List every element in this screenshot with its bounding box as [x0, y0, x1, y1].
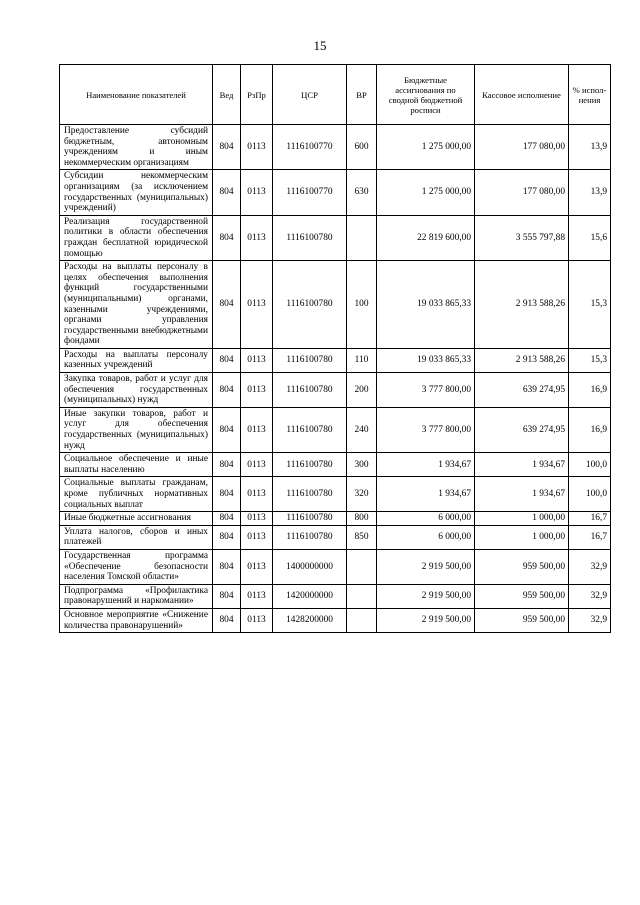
cell-name: Реализация государственной политики в области обеспечения граждан бесплатной юридической помощью [60, 215, 213, 260]
cell-vr [347, 549, 377, 584]
table-header-row [60, 65, 611, 125]
cell-percent: 15,3 [569, 261, 611, 349]
cell-csr: 1116100780 [273, 407, 347, 452]
cell-rzpr: 0113 [241, 525, 273, 549]
cell-ved: 804 [213, 584, 241, 608]
cell-percent: 13,9 [569, 125, 611, 170]
cell-percent: 16,9 [569, 407, 611, 452]
cell-csr: 1116100780 [273, 348, 347, 372]
table-row [60, 477, 611, 512]
cell-csr: 1116100770 [273, 170, 347, 215]
cell-vr [347, 584, 377, 608]
cell-rzpr: 0113 [241, 407, 273, 452]
page-number: 15 [313, 38, 327, 53]
table-row [60, 373, 611, 408]
cell-cash: 177 080,00 [475, 125, 569, 170]
cell-budget: 2 919 500,00 [377, 549, 475, 584]
cell-cash: 1 934,67 [475, 453, 569, 477]
cell-vr: 300 [347, 453, 377, 477]
cell-name: Подпрограмма «Профилактика правонарушений и наркомании» [60, 584, 213, 608]
table-row [60, 407, 611, 452]
header-csr: ЦСР [273, 65, 347, 125]
table-row [60, 170, 611, 215]
cell-vr: 240 [347, 407, 377, 452]
cell-vr: 800 [347, 512, 377, 526]
cell-rzpr: 0113 [241, 261, 273, 349]
table-row [60, 453, 611, 477]
header-name: Наименование показателей [60, 65, 213, 125]
cell-name: Уплата налогов, сборов и иных платежей [60, 525, 213, 549]
cell-name: Социальное обеспечение и иные выплаты населению [60, 453, 213, 477]
cell-cash: 2 913 588,26 [475, 348, 569, 372]
cell-budget: 22 819 600,00 [377, 215, 475, 260]
cell-rzpr: 0113 [241, 477, 273, 512]
header-rzpr: РзПр [241, 65, 273, 125]
cell-ved: 804 [213, 477, 241, 512]
table-row [60, 512, 611, 526]
cell-ved: 804 [213, 261, 241, 349]
cell-cash: 959 500,00 [475, 549, 569, 584]
header-budget: Бюджетные ассигнования по сводной бюджетной росписи [377, 65, 475, 125]
cell-ved: 804 [213, 407, 241, 452]
cell-cash: 639 274,95 [475, 407, 569, 452]
cell-percent: 15,6 [569, 215, 611, 260]
cell-cash: 2 913 588,26 [475, 261, 569, 349]
cell-vr: 320 [347, 477, 377, 512]
cell-cash: 3 555 797,88 [475, 215, 569, 260]
table-body [60, 125, 611, 633]
cell-percent: 15,3 [569, 348, 611, 372]
cell-ved: 804 [213, 608, 241, 632]
header-vr: ВР [347, 65, 377, 125]
budget-execution-table [59, 64, 611, 633]
cell-csr: 1116100780 [273, 525, 347, 549]
cell-percent: 100,0 [569, 453, 611, 477]
cell-budget: 1 934,67 [377, 477, 475, 512]
cell-percent: 32,9 [569, 608, 611, 632]
cell-vr [347, 215, 377, 260]
cell-percent: 16,7 [569, 525, 611, 549]
cell-budget: 6 000,00 [377, 525, 475, 549]
cell-budget: 1 275 000,00 [377, 125, 475, 170]
cell-name: Расходы на выплаты персоналу казенных учреждений [60, 348, 213, 372]
table-row [60, 525, 611, 549]
table-row [60, 549, 611, 584]
cell-name: Иные закупки товаров, работ и услуг для обеспечения государственных (муниципальных) нужд [60, 407, 213, 452]
cell-rzpr: 0113 [241, 348, 273, 372]
cell-ved: 804 [213, 348, 241, 372]
cell-budget: 3 777 800,00 [377, 407, 475, 452]
cell-rzpr: 0113 [241, 170, 273, 215]
cell-percent: 16,7 [569, 512, 611, 526]
cell-vr: 600 [347, 125, 377, 170]
table-row [60, 608, 611, 632]
cell-ved: 804 [213, 215, 241, 260]
cell-name: Расходы на выплаты персоналу в целях обеспечения выполнения функций государственными (муниципальными) органами, казенными учреждениями, органами управления государственными внебюджетными фондами [60, 261, 213, 349]
cell-csr: 1116100780 [273, 373, 347, 408]
cell-budget: 19 033 865,33 [377, 348, 475, 372]
cell-name: Субсидии некоммерческим организациям (за исключением государственных (муниципальных) учреждений) [60, 170, 213, 215]
cell-vr: 100 [347, 261, 377, 349]
cell-name: Закупка товаров, работ и услуг для обеспечения государственных (муниципальных) нужд [60, 373, 213, 408]
cell-ved: 804 [213, 525, 241, 549]
cell-rzpr: 0113 [241, 549, 273, 584]
cell-budget: 1 934,67 [377, 453, 475, 477]
cell-csr: 1116100780 [273, 453, 347, 477]
header-percent: % испол- нения [569, 65, 611, 125]
cell-name: Основное мероприятие «Снижение количества правонарушений» [60, 608, 213, 632]
cell-csr: 1116100780 [273, 512, 347, 526]
cell-csr: 1428200000 [273, 608, 347, 632]
cell-budget: 2 919 500,00 [377, 584, 475, 608]
cell-cash: 1 000,00 [475, 512, 569, 526]
cell-percent: 100,0 [569, 477, 611, 512]
cell-budget: 3 777 800,00 [377, 373, 475, 408]
cell-budget: 19 033 865,33 [377, 261, 475, 349]
cell-vr: 630 [347, 170, 377, 215]
cell-rzpr: 0113 [241, 512, 273, 526]
cell-ved: 804 [213, 170, 241, 215]
cell-percent: 32,9 [569, 584, 611, 608]
cell-csr: 1116100770 [273, 125, 347, 170]
cell-vr: 850 [347, 525, 377, 549]
cell-cash: 959 500,00 [475, 584, 569, 608]
cell-vr [347, 608, 377, 632]
cell-ved: 804 [213, 453, 241, 477]
cell-rzpr: 0113 [241, 584, 273, 608]
cell-vr: 110 [347, 348, 377, 372]
table-row [60, 125, 611, 170]
cell-cash: 177 080,00 [475, 170, 569, 215]
cell-budget: 6 000,00 [377, 512, 475, 526]
cell-cash: 1 000,00 [475, 525, 569, 549]
cell-rzpr: 0113 [241, 608, 273, 632]
cell-percent: 16,9 [569, 373, 611, 408]
cell-csr: 1400000000 [273, 549, 347, 584]
cell-cash: 639 274,95 [475, 373, 569, 408]
header-ved: Вед [213, 65, 241, 125]
cell-name: Предоставление субсидий бюджетным, автономным учреждениям и иным некоммерческим организациям [60, 125, 213, 170]
cell-percent: 32,9 [569, 549, 611, 584]
cell-rzpr: 0113 [241, 373, 273, 408]
cell-cash: 959 500,00 [475, 608, 569, 632]
cell-csr: 1116100780 [273, 477, 347, 512]
cell-ved: 804 [213, 512, 241, 526]
cell-name: Государственная программа «Обеспечение безопасности населения Томской области» [60, 549, 213, 584]
cell-csr: 1420000000 [273, 584, 347, 608]
cell-csr: 1116100780 [273, 261, 347, 349]
cell-ved: 804 [213, 125, 241, 170]
cell-budget: 2 919 500,00 [377, 608, 475, 632]
cell-cash: 1 934,67 [475, 477, 569, 512]
table-row [60, 261, 611, 349]
cell-name: Иные бюджетные ассигнования [60, 512, 213, 526]
table-row [60, 215, 611, 260]
cell-rzpr: 0113 [241, 125, 273, 170]
cell-name: Социальные выплаты гражданам, кроме публичных нормативных социальных выплат [60, 477, 213, 512]
table-row [60, 348, 611, 372]
cell-vr: 200 [347, 373, 377, 408]
cell-rzpr: 0113 [241, 215, 273, 260]
table-row [60, 584, 611, 608]
cell-rzpr: 0113 [241, 453, 273, 477]
cell-ved: 804 [213, 549, 241, 584]
cell-percent: 13,9 [569, 170, 611, 215]
cell-budget: 1 275 000,00 [377, 170, 475, 215]
cell-csr: 1116100780 [273, 215, 347, 260]
cell-ved: 804 [213, 373, 241, 408]
header-cash: Кассовое исполнение [475, 65, 569, 125]
